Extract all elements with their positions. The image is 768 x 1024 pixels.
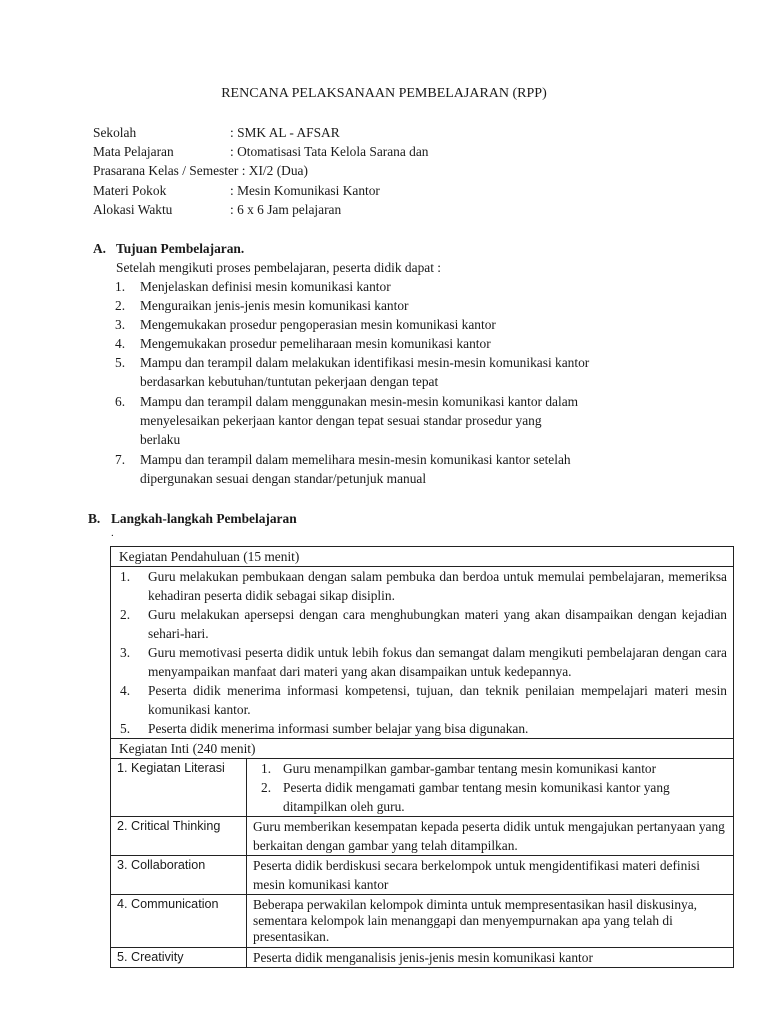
table-row	[111, 817, 734, 856]
activity-label: 1. Kegiatan	[117, 761, 181, 775]
activity-label-cell	[111, 948, 247, 968]
item-number: 1.	[120, 569, 131, 584]
section-b-marker: B.	[88, 511, 101, 526]
item-number: 5.	[120, 721, 131, 736]
activity-label: 3. Collaboration	[117, 858, 206, 872]
objective-text: Menguraikan jenis-jenis mesin komunikasi kantor	[140, 298, 409, 313]
item-number: 4.	[120, 683, 131, 698]
item-text: Peserta didik mengamati gambar tentang mesin komunikasi kantor yang ditampilkan oleh guru.	[283, 780, 670, 814]
objective-text: Mampu dan terampil dalam melakukan identifikasi mesin-mesin komunikasi kantor	[140, 355, 590, 370]
objective-number: 1.	[115, 279, 126, 294]
activity-desc: Peserta didik menganalisis jenis-jenis mesin komunikasi kantor	[247, 948, 734, 968]
activity-desc-cell	[247, 759, 734, 817]
list-item	[253, 778, 727, 816]
objective-number: 3.	[115, 317, 126, 332]
table-row	[111, 856, 734, 895]
activity-label-cell	[111, 856, 247, 895]
inti-header: Kegiatan Inti (240 menit)	[111, 739, 734, 759]
objective-number: 4.	[115, 336, 126, 351]
learning-steps-table	[110, 546, 734, 968]
item-text: Guru melakukan apersepsi dengan cara menghubungkan materi yang akan disampaikan dengan kejadian sehari-hari.	[148, 607, 727, 641]
identity-label-mapel: Mata Pelajaran	[93, 144, 174, 159]
pendahuluan-items-row	[111, 567, 734, 739]
activity-label-cont: Literasi	[184, 761, 225, 775]
activity-label: 4. Communication	[117, 897, 219, 911]
activity-label-cell	[111, 895, 247, 948]
objective-text: Mengemukakan prosedur pengoperasian mesin komunikasi kantor	[140, 317, 496, 332]
objective-number: 5.	[115, 355, 126, 370]
objective-text-cont: dipergunakan sesuai dengan standar/petunjuk manual	[140, 471, 427, 486]
objective-text: Mampu dan terampil dalam memelihara mesin-mesin komunikasi kantor setelah	[140, 452, 571, 467]
list-item	[117, 719, 727, 738]
item-number: 2.	[261, 780, 272, 795]
item-text: Peserta didik menerima informasi sumber belajar yang bisa digunakan.	[148, 721, 529, 736]
objective-text: Mampu dan terampil dalam menggunakan mesin-mesin komunikasi kantor dalam	[140, 394, 579, 409]
document-title: RENCANA PELAKSANAAN PEMBELAJARAN (RPP)	[221, 86, 547, 101]
activity-label-cell	[111, 759, 247, 817]
identity-label-alokasi: Alokasi Waktu	[93, 202, 173, 217]
table-row	[111, 948, 734, 968]
identity-label-prasarana-kelas: Prasarana Kelas / Semester : XI/2 (Dua)	[93, 163, 308, 178]
list-item	[253, 759, 727, 778]
section-a-intro: Setelah mengikuti proses pembelajaran, peserta didik dapat :	[116, 260, 441, 275]
objective-text-cont: berdasarkan kebutuhan/tuntutan pekerjaan dengan tepat	[140, 374, 439, 389]
section-a-marker: A.	[93, 241, 107, 256]
pendahuluan-items-cell	[111, 567, 734, 739]
identity-value-materi: : Mesin Komunikasi Kantor	[230, 183, 380, 198]
item-text: Guru memotivasi peserta didik untuk lebih fokus dan semangat dalam mengikuti pembelajaran dengan cara menyampaikan manfaat dari materi yang akan disampaikan untuk kedepannya.	[148, 645, 727, 679]
identity-value-sekolah: : SMK AL - AFSAR	[230, 125, 340, 140]
objective-text-cont: berlaku	[140, 432, 181, 447]
activity-label-cell	[111, 817, 247, 856]
identity-value-mapel: : Otomatisasi Tata Kelola Sarana dan	[230, 144, 429, 159]
section-b-heading: Langkah-langkah Pembelajaran	[111, 511, 297, 526]
objective-number: 2.	[115, 298, 126, 313]
activity-desc: Guru memberikan kesempatan kepada peserta didik untuk mengajukan pertanyaan yang berkaitan dengan gambar yang telah ditampilkan.	[247, 817, 734, 856]
list-item	[117, 567, 727, 605]
activity-desc: Beberapa perwakilan kelompok diminta untuk mempresentasikan hasil diskusinya, sementara kelompok lain menanggapi dan menyempurnakan apa yang telah di presentasikan.	[247, 895, 734, 948]
item-number: 1.	[261, 761, 272, 776]
activity-label-cont: Thinking	[172, 819, 221, 833]
objective-number: 6.	[115, 394, 126, 409]
pendahuluan-header-row	[111, 547, 734, 567]
objective-number: 7.	[115, 452, 126, 467]
objective-text-cont: menyelesaikan pekerjaan kantor dengan tepat sesuai standar prosedur yang	[140, 413, 542, 428]
inti-header-row	[111, 739, 734, 759]
identity-label-sekolah: Sekolah	[93, 125, 137, 140]
objective-text: Menjelaskan definisi mesin komunikasi kantor	[140, 279, 391, 294]
item-number: 2.	[120, 607, 131, 622]
item-number: 3.	[120, 645, 131, 660]
section-a-heading: Tujuan Pembelajaran.	[116, 241, 245, 256]
stray-dot: .	[111, 527, 114, 539]
activity-label: 5. Creativity	[117, 950, 184, 964]
pendahuluan-header: Kegiatan Pendahuluan (15 menit)	[111, 547, 734, 567]
list-item	[117, 681, 727, 719]
objective-text: Mengemukakan prosedur pemeliharaan mesin komunikasi kantor	[140, 336, 491, 351]
item-text: Peserta didik menerima informasi kompetensi, tujuan, dan teknik penilaian mempelajari materi mesin komunikasi kantor.	[148, 683, 727, 717]
activity-desc: Peserta didik berdiskusi secara berkelompok untuk mengidentifikasi materi definisi mesin komunikasi kantor	[247, 856, 734, 895]
identity-label-materi: Materi Pokok	[93, 183, 167, 198]
identity-value-alokasi: : 6 x 6 Jam pelajaran	[230, 202, 342, 217]
item-text: Guru menampilkan gambar-gambar tentang mesin komunikasi kantor	[283, 761, 657, 776]
activity-label: 2. Critical	[117, 819, 170, 833]
table-row	[111, 895, 734, 948]
item-text: Guru melakukan pembukaan dengan salam pembuka dan berdoa untuk memulai pembelajaran, memeriksa kehadiran peserta didik sebagai sikap disiplin.	[148, 569, 727, 603]
list-item	[117, 605, 727, 643]
table-row	[111, 759, 734, 817]
list-item	[117, 643, 727, 681]
